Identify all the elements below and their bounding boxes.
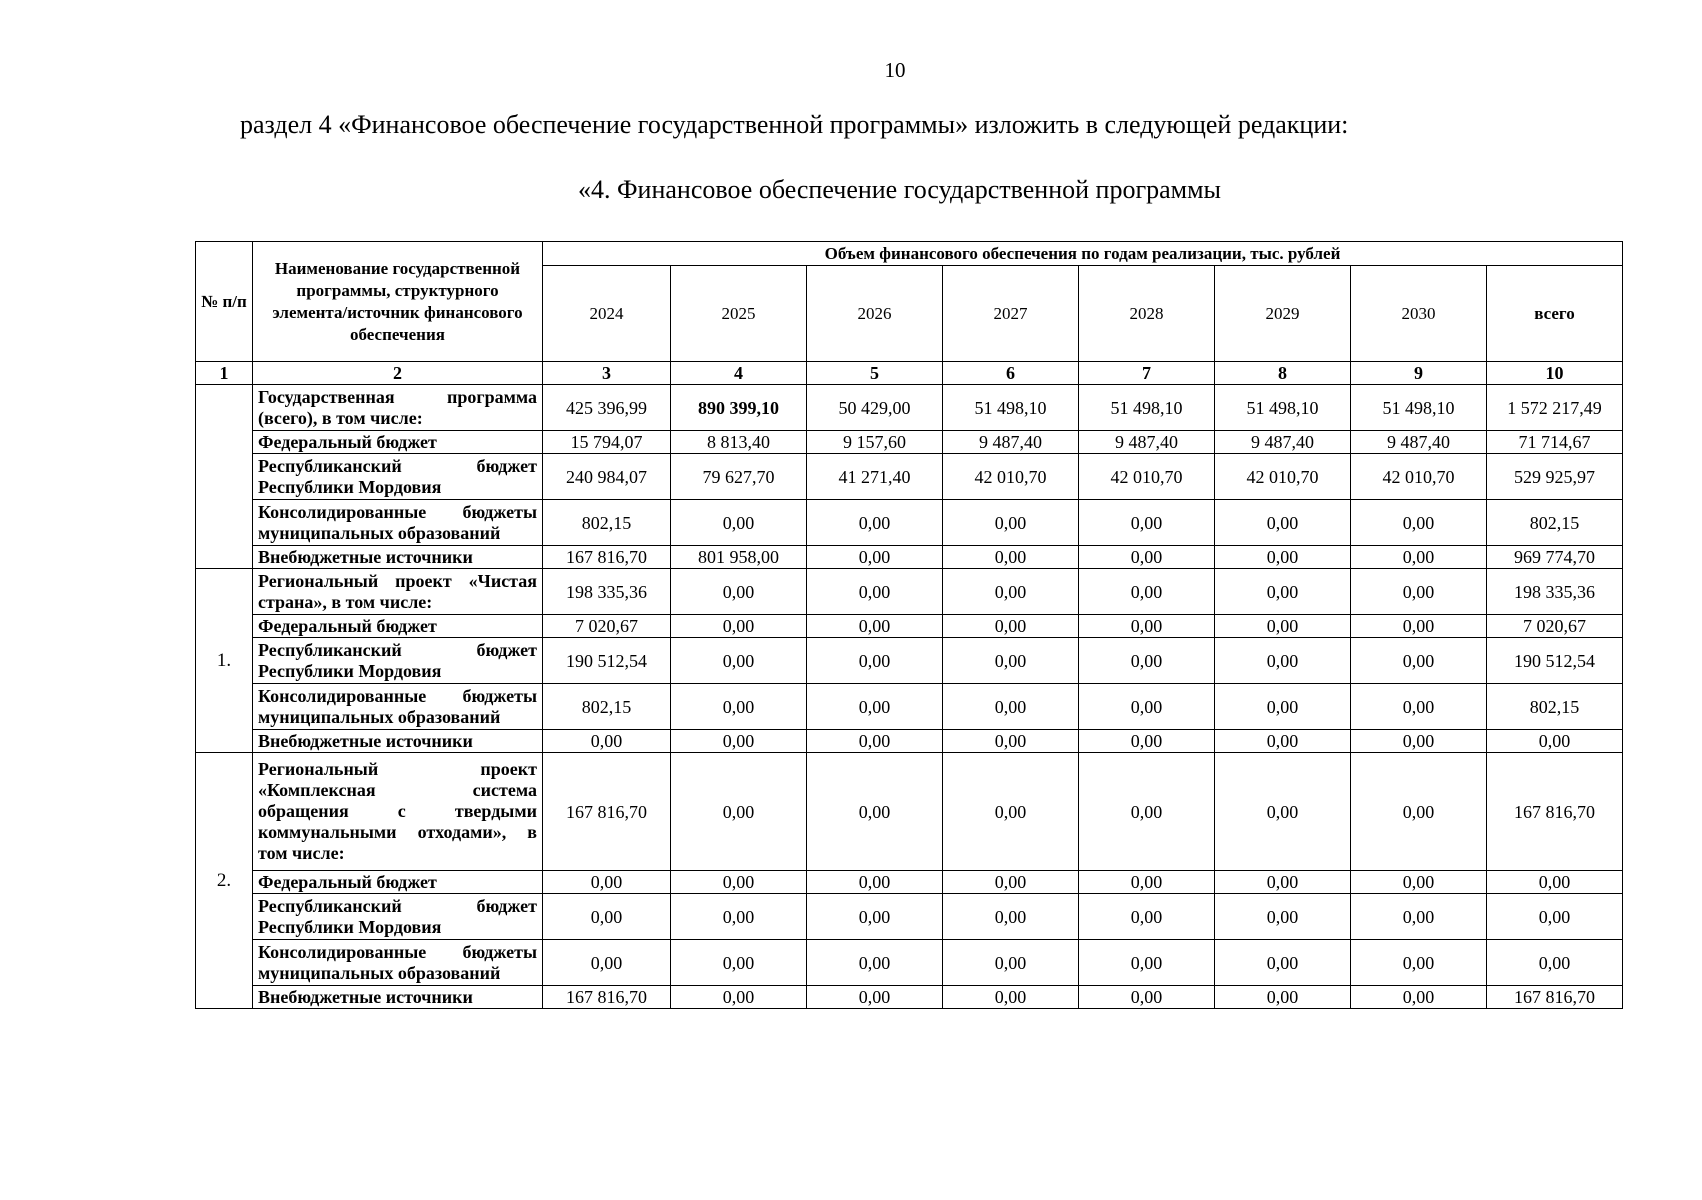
cell-value: 9 487,40 — [1351, 431, 1487, 454]
cell-value: 51 498,10 — [1215, 385, 1351, 431]
row-number: 2. — [196, 753, 253, 1009]
table-row — [196, 730, 1623, 753]
cell-value: 167 816,70 — [543, 986, 671, 1009]
cell-value: 0,00 — [943, 684, 1079, 730]
cell-total: 71 714,67 — [1487, 431, 1623, 454]
cell-value: 0,00 — [1079, 986, 1215, 1009]
cell-value: 9 487,40 — [943, 431, 1079, 454]
row-name: Консолидированные бюджеты муниципальных образований — [253, 684, 543, 730]
cell-value: 802,15 — [543, 684, 671, 730]
cell-value: 0,00 — [943, 638, 1079, 684]
cell-total: 1 572 217,49 — [1487, 385, 1623, 431]
cell-value: 0,00 — [1351, 569, 1487, 615]
cell-value: 0,00 — [1079, 569, 1215, 615]
cell-value: 0,00 — [807, 753, 943, 871]
cell-value: 190 512,54 — [543, 638, 671, 684]
cell-value: 0,00 — [1351, 753, 1487, 871]
cell-value: 0,00 — [1215, 569, 1351, 615]
cell-value: 0,00 — [943, 871, 1079, 894]
cell-value: 0,00 — [807, 615, 943, 638]
row-name: Региональный проект «Комплексная система обращения с твердыми коммунальными отходами», в том числе: — [253, 753, 543, 871]
header-total: всего — [1487, 266, 1623, 362]
cell-value: 0,00 — [807, 638, 943, 684]
cell-value: 9 487,40 — [1079, 431, 1215, 454]
financing-table — [195, 241, 1623, 1009]
header-year: 2029 — [1215, 266, 1351, 362]
row-name: Федеральный бюджет — [253, 431, 543, 454]
row-name: Федеральный бюджет — [253, 871, 543, 894]
cell-value: 0,00 — [807, 894, 943, 940]
cell-value: 0,00 — [1215, 684, 1351, 730]
cell-value: 0,00 — [543, 940, 671, 986]
cell-value: 167 816,70 — [543, 753, 671, 871]
cell-value: 0,00 — [671, 615, 807, 638]
cell-total: 0,00 — [1487, 894, 1623, 940]
table-row — [196, 638, 1623, 684]
cell-value: 0,00 — [943, 500, 1079, 546]
page-number: 10 — [884, 58, 906, 82]
cell-value: 0,00 — [1215, 986, 1351, 1009]
cell-value: 0,00 — [671, 753, 807, 871]
cell-total: 0,00 — [1487, 940, 1623, 986]
cell-value: 0,00 — [1215, 615, 1351, 638]
cell-value: 0,00 — [807, 569, 943, 615]
column-index: 9 — [1351, 362, 1487, 385]
cell-value: 0,00 — [1215, 940, 1351, 986]
table-row — [196, 385, 1623, 431]
column-index: 2 — [253, 362, 543, 385]
cell-value: 0,00 — [1079, 940, 1215, 986]
cell-value: 0,00 — [943, 730, 1079, 753]
cell-value: 0,00 — [807, 500, 943, 546]
cell-value: 0,00 — [1079, 684, 1215, 730]
column-index: 1 — [196, 362, 253, 385]
cell-total: 0,00 — [1487, 871, 1623, 894]
cell-value: 0,00 — [1351, 684, 1487, 730]
cell-value: 0,00 — [943, 569, 1079, 615]
cell-value: 42 010,70 — [943, 454, 1079, 500]
header-year: 2027 — [943, 266, 1079, 362]
cell-value: 42 010,70 — [1351, 454, 1487, 500]
row-name: Внебюджетные источники — [253, 986, 543, 1009]
cell-value: 0,00 — [807, 546, 943, 569]
column-index: 3 — [543, 362, 671, 385]
cell-value: 0,00 — [1215, 546, 1351, 569]
table-row — [196, 753, 1623, 871]
table-row — [196, 986, 1623, 1009]
table-body — [196, 385, 1623, 1009]
cell-total: 167 816,70 — [1487, 753, 1623, 871]
cell-value: 0,00 — [1079, 753, 1215, 871]
cell-value: 51 498,10 — [1079, 385, 1215, 431]
cell-value: 15 794,07 — [543, 431, 671, 454]
column-index: 7 — [1079, 362, 1215, 385]
table-row — [196, 569, 1623, 615]
cell-value: 42 010,70 — [1215, 454, 1351, 500]
cell-value: 167 816,70 — [543, 546, 671, 569]
row-name: Консолидированные бюджеты муниципальных образований — [253, 940, 543, 986]
cell-total: 198 335,36 — [1487, 569, 1623, 615]
header-year: 2025 — [671, 266, 807, 362]
header-year: 2028 — [1079, 266, 1215, 362]
column-index: 8 — [1215, 362, 1351, 385]
column-index-row — [196, 362, 1623, 385]
cell-value: 0,00 — [943, 986, 1079, 1009]
cell-value: 0,00 — [543, 730, 671, 753]
cell-value: 0,00 — [943, 753, 1079, 871]
cell-value: 0,00 — [1351, 730, 1487, 753]
header-volume: Объем финансового обеспечения по годам реализации, тыс. рублей — [543, 242, 1623, 266]
cell-value: 0,00 — [807, 730, 943, 753]
column-index: 5 — [807, 362, 943, 385]
cell-value: 0,00 — [671, 500, 807, 546]
cell-value: 0,00 — [1079, 615, 1215, 638]
cell-value: 0,00 — [543, 894, 671, 940]
row-name: Региональный проект «Чистая страна», в том числе: — [253, 569, 543, 615]
cell-value: 0,00 — [1215, 730, 1351, 753]
cell-value: 890 399,10 — [671, 385, 807, 431]
cell-total: 802,15 — [1487, 684, 1623, 730]
cell-value: 42 010,70 — [1079, 454, 1215, 500]
header-name: Наименование государственной программы, структурного элемента/источник финансового обеспечения — [253, 242, 543, 362]
table-row — [196, 500, 1623, 546]
cell-value: 0,00 — [943, 615, 1079, 638]
cell-value: 51 498,10 — [1351, 385, 1487, 431]
column-index: 6 — [943, 362, 1079, 385]
cell-value: 0,00 — [943, 546, 1079, 569]
cell-value: 0,00 — [1215, 500, 1351, 546]
cell-value: 0,00 — [1079, 730, 1215, 753]
cell-value: 0,00 — [1351, 615, 1487, 638]
cell-value: 0,00 — [671, 894, 807, 940]
table-row — [196, 684, 1623, 730]
cell-value: 0,00 — [807, 986, 943, 1009]
cell-value: 79 627,70 — [671, 454, 807, 500]
table-row — [196, 615, 1623, 638]
cell-value: 0,00 — [1351, 940, 1487, 986]
cell-value: 0,00 — [1351, 871, 1487, 894]
cell-value: 0,00 — [1215, 638, 1351, 684]
cell-value: 9 157,60 — [807, 431, 943, 454]
cell-value: 0,00 — [807, 684, 943, 730]
cell-value: 0,00 — [671, 730, 807, 753]
cell-value: 0,00 — [1215, 894, 1351, 940]
column-index: 10 — [1487, 362, 1623, 385]
cell-value: 0,00 — [1351, 546, 1487, 569]
cell-value: 198 335,36 — [543, 569, 671, 615]
cell-value: 51 498,10 — [943, 385, 1079, 431]
cell-value: 0,00 — [943, 894, 1079, 940]
cell-value: 0,00 — [671, 871, 807, 894]
row-name: Республиканский бюджет Республики Мордовия — [253, 894, 543, 940]
cell-value: 240 984,07 — [543, 454, 671, 500]
section-title: «4. Финансовое обеспечение государственной программы — [578, 175, 1222, 204]
cell-value: 0,00 — [1215, 753, 1351, 871]
cell-value: 0,00 — [543, 871, 671, 894]
cell-value: 802,15 — [543, 500, 671, 546]
cell-value: 0,00 — [1079, 894, 1215, 940]
cell-total: 802,15 — [1487, 500, 1623, 546]
cell-value: 0,00 — [807, 871, 943, 894]
row-name: Внебюджетные источники — [253, 546, 543, 569]
row-name: Внебюджетные источники — [253, 730, 543, 753]
cell-value: 0,00 — [1079, 500, 1215, 546]
cell-value: 0,00 — [807, 940, 943, 986]
cell-value: 0,00 — [1079, 871, 1215, 894]
cell-value: 9 487,40 — [1215, 431, 1351, 454]
cell-total: 969 774,70 — [1487, 546, 1623, 569]
header-no: № п/п — [196, 242, 253, 362]
table-row — [196, 871, 1623, 894]
cell-value: 801 958,00 — [671, 546, 807, 569]
table-row — [196, 546, 1623, 569]
cell-value: 50 429,00 — [807, 385, 943, 431]
cell-value: 0,00 — [943, 940, 1079, 986]
row-name: Консолидированные бюджеты муниципальных образований — [253, 500, 543, 546]
cell-value: 8 813,40 — [671, 431, 807, 454]
cell-value: 0,00 — [671, 638, 807, 684]
table-row — [196, 894, 1623, 940]
row-number: 1. — [196, 569, 253, 753]
cell-value: 0,00 — [1351, 638, 1487, 684]
cell-value: 0,00 — [671, 986, 807, 1009]
row-name: Федеральный бюджет — [253, 615, 543, 638]
row-name: Государственная программа (всего), в том числе: — [253, 385, 543, 431]
cell-value: 0,00 — [1351, 500, 1487, 546]
cell-value: 0,00 — [671, 940, 807, 986]
header-year: 2024 — [543, 266, 671, 362]
table-row — [196, 940, 1623, 986]
row-name: Республиканский бюджет Республики Мордовия — [253, 454, 543, 500]
cell-total: 529 925,97 — [1487, 454, 1623, 500]
header-year: 2030 — [1351, 266, 1487, 362]
cell-value: 0,00 — [671, 684, 807, 730]
table-row — [196, 454, 1623, 500]
cell-value: 0,00 — [1351, 894, 1487, 940]
cell-total: 0,00 — [1487, 730, 1623, 753]
column-index: 4 — [671, 362, 807, 385]
row-name: Республиканский бюджет Республики Мордовия — [253, 638, 543, 684]
header-year: 2026 — [807, 266, 943, 362]
row-number — [196, 385, 253, 569]
intro-text: раздел 4 «Финансовое обеспечение государственной программы» изложить в следующей редакции: — [240, 110, 1349, 139]
cell-total: 7 020,67 — [1487, 615, 1623, 638]
cell-value: 41 271,40 — [807, 454, 943, 500]
cell-value: 425 396,99 — [543, 385, 671, 431]
cell-value: 0,00 — [1215, 871, 1351, 894]
cell-total: 167 816,70 — [1487, 986, 1623, 1009]
cell-value: 0,00 — [1079, 546, 1215, 569]
cell-total: 190 512,54 — [1487, 638, 1623, 684]
cell-value: 0,00 — [1079, 638, 1215, 684]
cell-value: 0,00 — [1351, 986, 1487, 1009]
cell-value: 0,00 — [671, 569, 807, 615]
table-row — [196, 431, 1623, 454]
cell-value: 7 020,67 — [543, 615, 671, 638]
